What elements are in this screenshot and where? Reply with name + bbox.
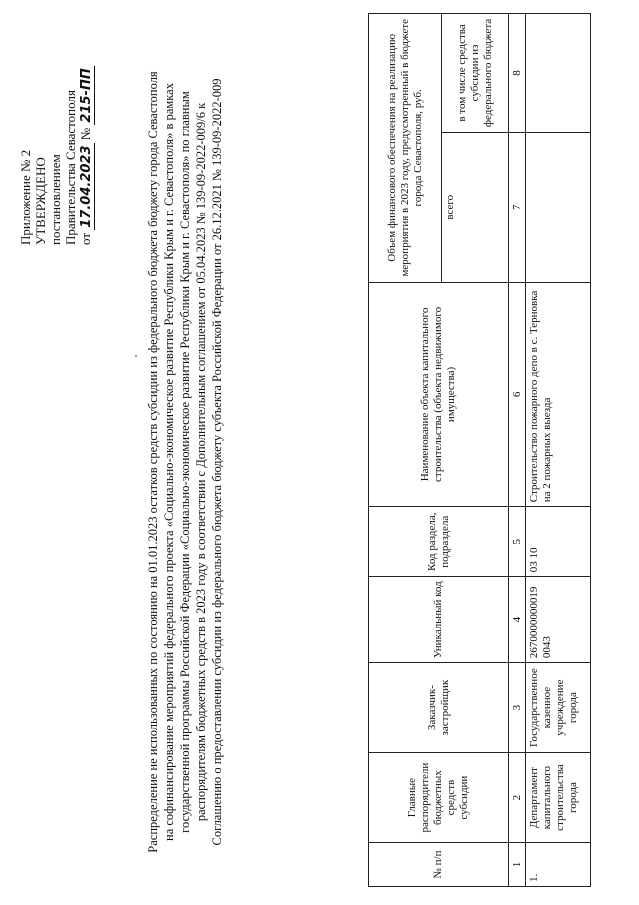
resolution-label: постановлением: [48, 154, 63, 245]
government-label: Правительства Севастополя: [63, 90, 78, 245]
approval-number: 215-ПП: [79, 68, 94, 123]
header-managers: Главные распорядители бюджетных средств субсидии: [369, 753, 509, 843]
number-prefix: №: [78, 127, 93, 141]
date-prefix: от: [78, 232, 93, 245]
row-total: [526, 132, 591, 282]
approval-date: 17.04.2023: [79, 145, 94, 228]
approved-label: УТВЕРЖДЕНО: [33, 157, 48, 245]
header-code: Уникальный код: [369, 577, 509, 663]
header-total: всего: [442, 132, 509, 282]
row-federal: [526, 14, 591, 133]
row-section: 03 10: [526, 507, 591, 577]
appendix-label: Приложение № 2: [18, 149, 33, 245]
approval-date-line: [78, 15, 94, 245]
column-number: 1: [509, 843, 526, 887]
row-code: 26700000000190043: [526, 577, 591, 663]
column-number: 5: [509, 507, 526, 577]
column-number: 7: [509, 132, 526, 282]
column-number: 4: [509, 577, 526, 663]
table-row: [526, 14, 591, 887]
approval-block: [18, 15, 94, 245]
column-number: 2: [509, 753, 526, 843]
header-federal: в том числе средства субсидии из федерального бюджета: [442, 14, 509, 133]
header-section: Код раздела, подраздела: [369, 507, 509, 577]
column-number: 6: [509, 282, 526, 507]
distribution-table: [368, 13, 591, 887]
row-num: 1.: [526, 843, 591, 887]
document-heading: Распределение не использованных по состоянию на 01.01.2023 остатков средств субсидии из федерального бюджета бюджету города Севастополя на софинансирование мероприятий федерального проекта «Социально-экономическое развитие Республики Крым и г. Севастополя» в рамках государственной программы Российской Федерации «Социально-экономическое развитие Республики Крым и г. Севастополя» по главным распорядителям бюджетных средств в 2023 году в соответствии с Дополнительным соглашением от 05.04.2023 № 139-09-2022-009/6 к Соглашению о предоставлении субсидии из федерального бюджета бюджету субъекта Российской Федерации от 26.12.2021 № 139-09-2022-009: [146, 71, 224, 853]
row-managers: Департамент капитального строительства города: [526, 753, 591, 843]
column-number: 8: [509, 14, 526, 133]
header-num: № п/п: [369, 843, 509, 887]
row-customer: Государственное казенное учреждение города: [526, 663, 591, 753]
scan-dot: [135, 355, 137, 357]
column-number: 3: [509, 663, 526, 753]
table-header-row: [369, 14, 442, 887]
header-customer: Заказчик-застройщик: [369, 663, 509, 753]
header-object: Наименование объекта капитального строительства (объекта недвижимого имущества): [369, 282, 509, 507]
row-object: Строительство пожарного депо в с. Терновка на 2 пожарных выезда: [526, 282, 591, 507]
column-numbers-row: [509, 14, 526, 887]
header-volume: Объем финансового обеспечения на реализацию мероприятия в 2023 году, предусмотренный в бюджете города Севастополя, руб.: [369, 14, 442, 283]
